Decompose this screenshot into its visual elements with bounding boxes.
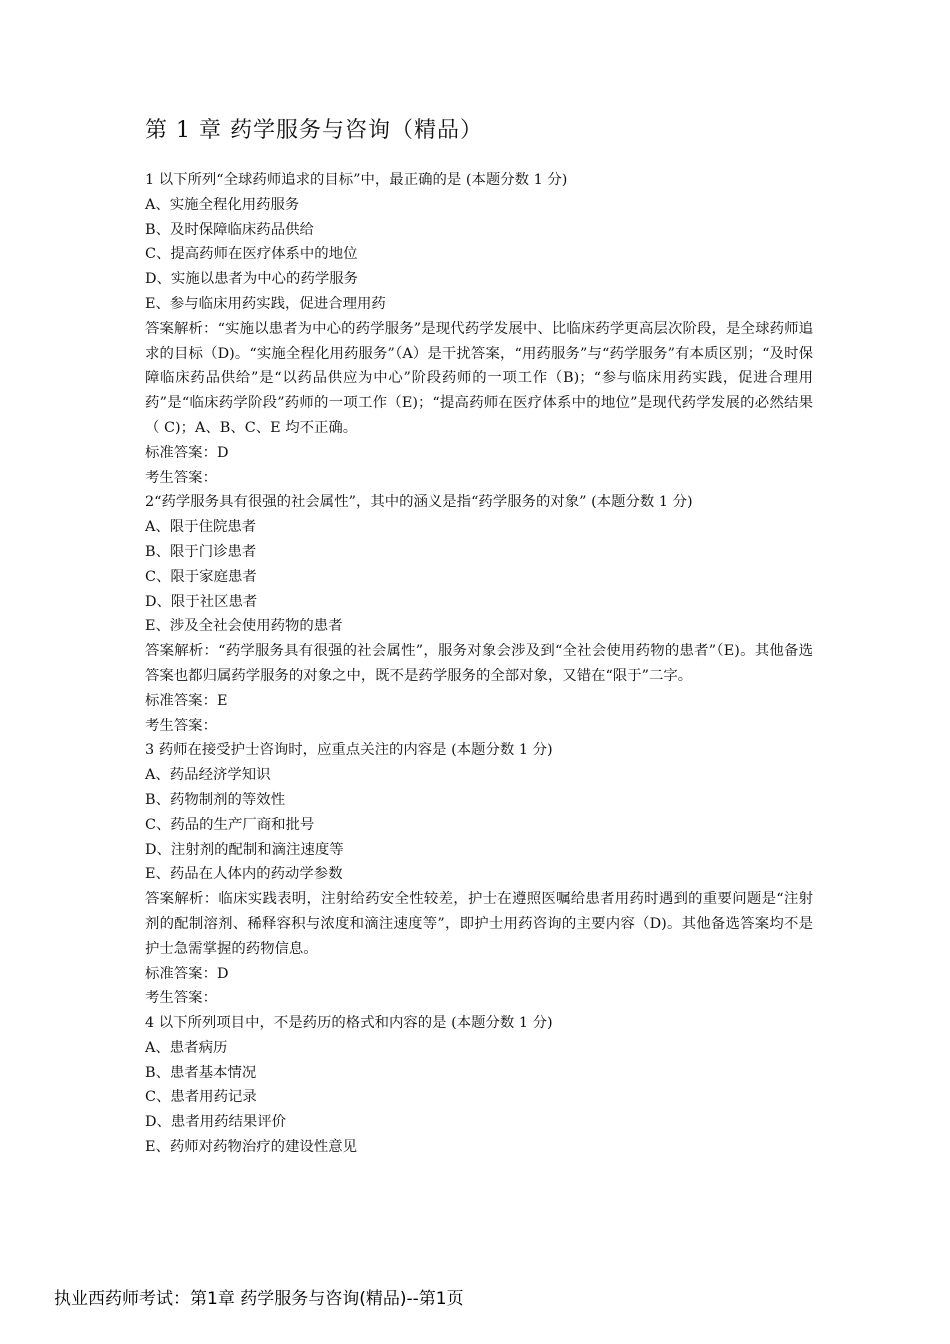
option-a: A、药品经济学知识 <box>145 767 271 784</box>
option-c: C、患者用药记录 <box>145 1089 257 1106</box>
question-stem: 4 以下所列项目中，不是药历的格式和内容的是 (本题分数 1 分) <box>145 1015 553 1032</box>
option-e: E、参与临床用药实践，促进合理用药 <box>145 295 386 312</box>
answer-analysis: 答案解析：“药学服务具有很强的社会属性”，服务对象会涉及到“全社会使用药物的患者”（E)。其他备选答案也都归属药学服务的对象之中，既不是药学服务的全部对象，又错在“限于”二字。 <box>145 643 813 684</box>
option-c: C、提高药师在医疗体系中的地位 <box>145 246 358 263</box>
option-e: E、药师对药物治疗的建设性意见 <box>145 1139 357 1156</box>
question-stem: 1 以下所列“全球药师追求的目标”中，最正确的是 (本题分数 1 分) <box>145 172 568 188</box>
examinee-answer: 考生答案： <box>145 469 217 486</box>
option-a: A、限于住院患者 <box>145 519 257 536</box>
option-b: B、患者基本情况 <box>145 1064 257 1081</box>
question-stem: 2“药学服务具有很强的社会属性”，其中的涵义是指“药学服务的对象” (本题分数 1 分) <box>145 494 693 511</box>
option-d: D、实施以患者为中心的药学服务 <box>145 271 359 288</box>
option-d: D、限于社区患者 <box>145 593 258 610</box>
standard-answer: 标准答案：D <box>145 444 229 461</box>
question-1 <box>145 168 813 490</box>
option-e: E、药品在人体内的药动学参数 <box>145 866 343 883</box>
option-b: B、药物制剂的等效性 <box>145 791 286 808</box>
page-footer: 执业西药师考试：第1章 药学服务与咨询(精品)--第1页 <box>54 1289 464 1309</box>
answer-analysis: 答案解析：临床实践表明，注射给药安全性较差，护士在遵照医嘱给患者用药时遇到的重要问题是“注射剂的配制溶剂、稀释容积与浓度和滴注速度等”，即护士用药咨询的主要内容（D)。其他备选答案均不是护士急需掌握的药物信息。 <box>145 891 813 957</box>
option-d: D、患者用药结果评价 <box>145 1114 287 1131</box>
option-e: E、涉及全社会使用药物的患者 <box>145 618 343 635</box>
question-stem: 3 药师在接受护士咨询时，应重点关注的内容是 (本题分数 1 分) <box>145 742 553 759</box>
option-a: A、实施全程化用药服务 <box>145 196 300 213</box>
examinee-answer: 考生答案： <box>145 717 217 734</box>
question-4 <box>145 1011 813 1160</box>
document-page <box>145 116 813 1160</box>
answer-analysis: 答案解析：“实施以患者为中心的药学服务”是现代药学发展中、比临床药学更高层次阶段，是全球药师追求的目标（D)。“实施全程化用药服务”（A）是干扰答案，“用药服务”与“药学服务”有本质区别；“及时保障临床药品供给”是“以药品供应为中心”阶段药师的一项工作（B)；“参与临床用药实践，促进合理用药”是“临床药学阶段”药师的一项工作（E)；“提高药师在医疗体系中的地位”是现代药学发展的必然结果（ C)；A、B、C、E 均不正确。 <box>145 320 813 436</box>
question-2 <box>145 490 813 738</box>
standard-answer: 标准答案：D <box>145 965 229 982</box>
option-c: C、限于家庭患者 <box>145 568 257 585</box>
page-title: 第 1 章 药学服务与咨询（精品） <box>145 118 483 143</box>
option-b: B、及时保障临床药品供给 <box>145 221 314 238</box>
examinee-answer: 考生答案： <box>145 990 217 1007</box>
option-a: A、患者病历 <box>145 1039 228 1056</box>
option-d: D、注射剂的配制和滴注速度等 <box>145 841 344 858</box>
question-3 <box>145 738 813 1011</box>
standard-answer: 标准答案：E <box>145 692 228 709</box>
option-b: B、限于门诊患者 <box>145 543 257 560</box>
option-c: C、药品的生产厂商和批号 <box>145 816 315 833</box>
